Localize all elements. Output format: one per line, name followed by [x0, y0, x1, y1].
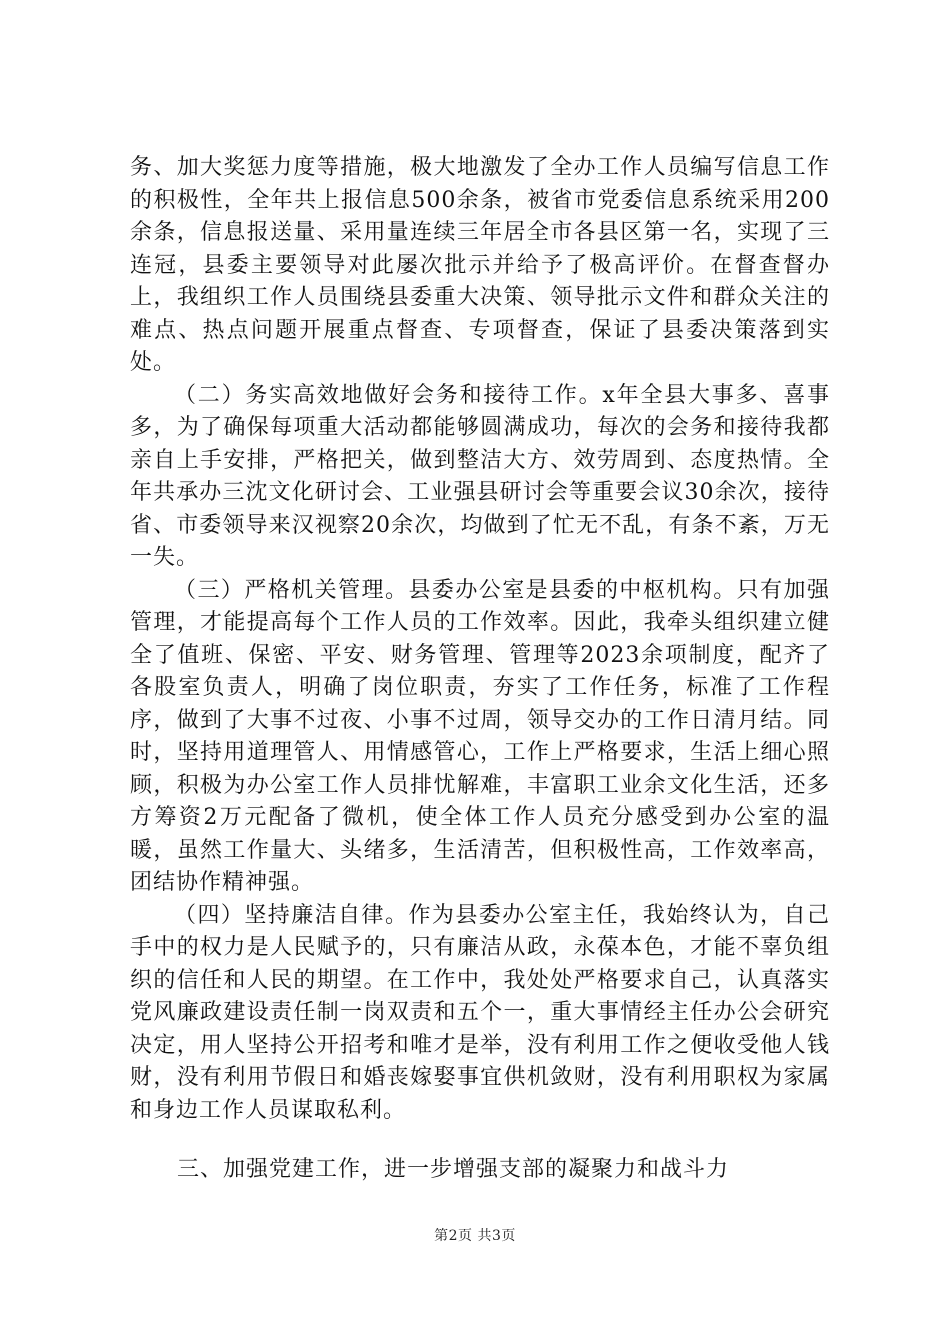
paragraph-3: （三）严格机关管理。县委办公室是县委的中枢机构。只有加强管理，才能提高每个工作人员的工作效率。因此，我牵头组织建立健全了值班、保密、平安、财务管理、管理等2023余项制度，配齐了各股室负责人，明确了岗位职责，夯实了工作任务，标准了工作程序，做到了大事不过夜、小事不过周，领导交办的工作日清月结。同时，坚持用道理管人、用情感管心，工作上严格要求，生活上细心照顾，积极为办公室工作人员排忧解难，丰富职工业余文化生活，还多方筹资2万元配备了微机，使全体工作人员充分感受到办公室的温暖，虽然工作量大、头绪多，生活清苦，但积极性高，工作效率高，团结协作精神强。 — [130, 577, 830, 895]
page-number-footer: 第2页 共3页 — [434, 1228, 516, 1244]
section-heading: 三、加强党建工作，进一步增强支部的凝聚力和战斗力 — [177, 1157, 730, 1182]
paragraph-4: （四）坚持廉洁自律。作为县委办公室主任，我始终认为，自己手中的权力是人民赋予的，只有廉洁从政，永葆本色，才能不辜负组织的信任和人民的期望。在工作中，我处处严格要求自己，认真落实党风廉政建设责任制一岗双责和五个一，重大事情经主任办公会研究决定，用人坚持公开招考和唯才是举，没有利用工作之便收受他人钱财，没有利用节假日和婚丧嫁娶事宜供机敛财，没有利用职权为家属和身边工作人员谋取私利。 — [130, 902, 830, 1123]
document-body — [130, 152, 830, 1127]
paragraph-2: （二）务实高效地做好会务和接待工作。x年全县大事多、喜事多，为了确保每项重大活动都能够圆满成功，每次的会务和接待我都亲自上手安排，严格把关，做到整洁大方、效劳周到、态度热情。全年共承办三沈文化研讨会、工业强县研讨会等重要会议30余次，接待省、市委领导来汉视察20余次，均做到了忙无不乱，有条不紊，万无一失。 — [130, 382, 830, 570]
paragraph-1: 务、加大奖惩力度等措施，极大地激发了全办工作人员编写信息工作的积极性，全年共上报信息500余条，被省市党委信息系统采用200余条，信息报送量、采用量连续三年居全市各县区第一名，实现了三连冠，县委主要领导对此屡次批示并给予了极高评价。在督查督办上，我组织工作人员围绕县委重大决策、领导批示文件和群众关注的难点、热点问题开展重点督查、专项督查，保证了县委决策落到实处。 — [130, 155, 830, 375]
